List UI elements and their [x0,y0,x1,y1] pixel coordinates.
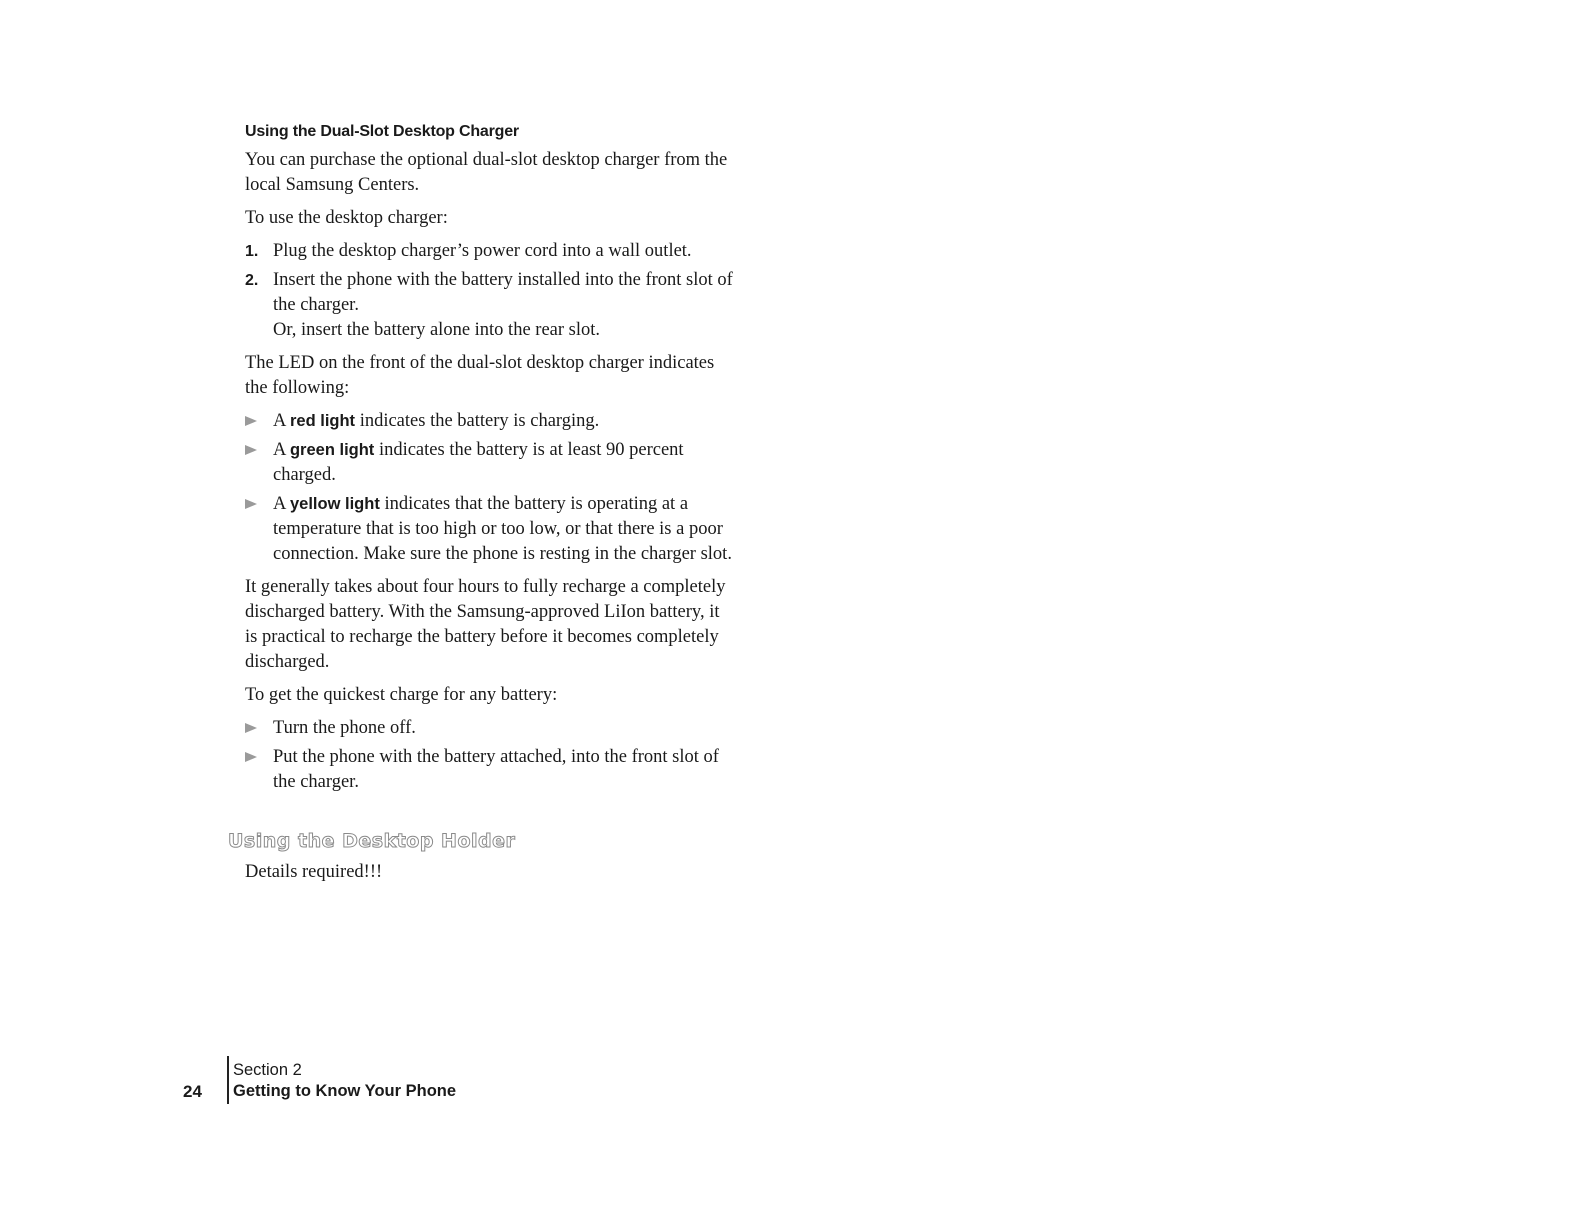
steps-list [245,239,735,343]
bullet-text: indicates the battery is charging. [359,411,600,431]
step-number: 2. [245,272,259,289]
step-text: Insert the phone with the battery installed into the front slot of the charger. [273,270,733,315]
quick-bullet [245,745,735,795]
recharge-paragraph: It generally takes about four hours to fully recharge a completely discharged battery. With the Samsung-approved LiIon battery, it is practical to recharge the battery before it becomes completely discharged. [245,577,726,672]
led-bullets [245,409,735,567]
bullet-text: indicates the battery is at least 90 percent charged. [273,440,684,485]
details-text: Details required!!! [245,862,383,882]
footer-section: Section 2 [233,1061,302,1079]
bullet-text: indicates that the battery is operating at a temperature that is too high or too low, or that there is a poor connection. Make sure the phone is resting in the charger slot. [273,494,732,564]
led-bullet-green [245,438,735,488]
bullet-text: Turn the phone off. [273,718,416,738]
step-number: 1. [245,243,259,260]
bullet-prefix: A [273,411,286,431]
bullet-text: Put the phone with the battery attached, into the front slot of the charger. [273,747,719,792]
bullet-prefix: A [273,494,286,514]
step-text: Plug the desktop charger’s power cord into a wall outlet. [273,241,692,261]
page-number: 24 [183,1082,202,1101]
led-intro: The LED on the front of the dual-slot desktop charger indicates the following: [245,353,715,398]
main-content [245,122,735,803]
subsection-heading: Using the Dual-Slot Desktop Charger [245,123,519,140]
arrow-bullet-icon [245,723,257,733]
footer-title: Getting to Know Your Phone [233,1082,457,1100]
step-item [245,239,735,264]
bullet-prefix: A [273,440,286,460]
bullet-keyword: red light [289,412,356,430]
step-subtext: Or, insert the battery alone into the rear slot. [273,320,601,340]
led-bullet-yellow [245,492,735,567]
arrow-bullet-icon [245,445,257,455]
arrow-bullet-icon [245,499,257,509]
arrow-bullet-icon [245,416,257,426]
quick-intro: To get the quickest charge for any battery: [245,685,558,705]
quick-bullet [245,716,735,741]
arrow-bullet-icon [245,752,257,762]
footer-divider [227,1056,229,1104]
bullet-keyword: green light [289,441,375,459]
section-heading: Using the Desktop Holder [228,830,516,852]
bullet-keyword: yellow light [289,495,380,513]
led-bullet-red [245,409,735,434]
step-item [245,268,735,343]
intro-paragraph: You can purchase the optional dual-slot desktop charger from the local Samsung Centers. [245,150,728,195]
use-intro: To use the desktop charger: [245,208,448,228]
quick-bullets [245,716,735,795]
